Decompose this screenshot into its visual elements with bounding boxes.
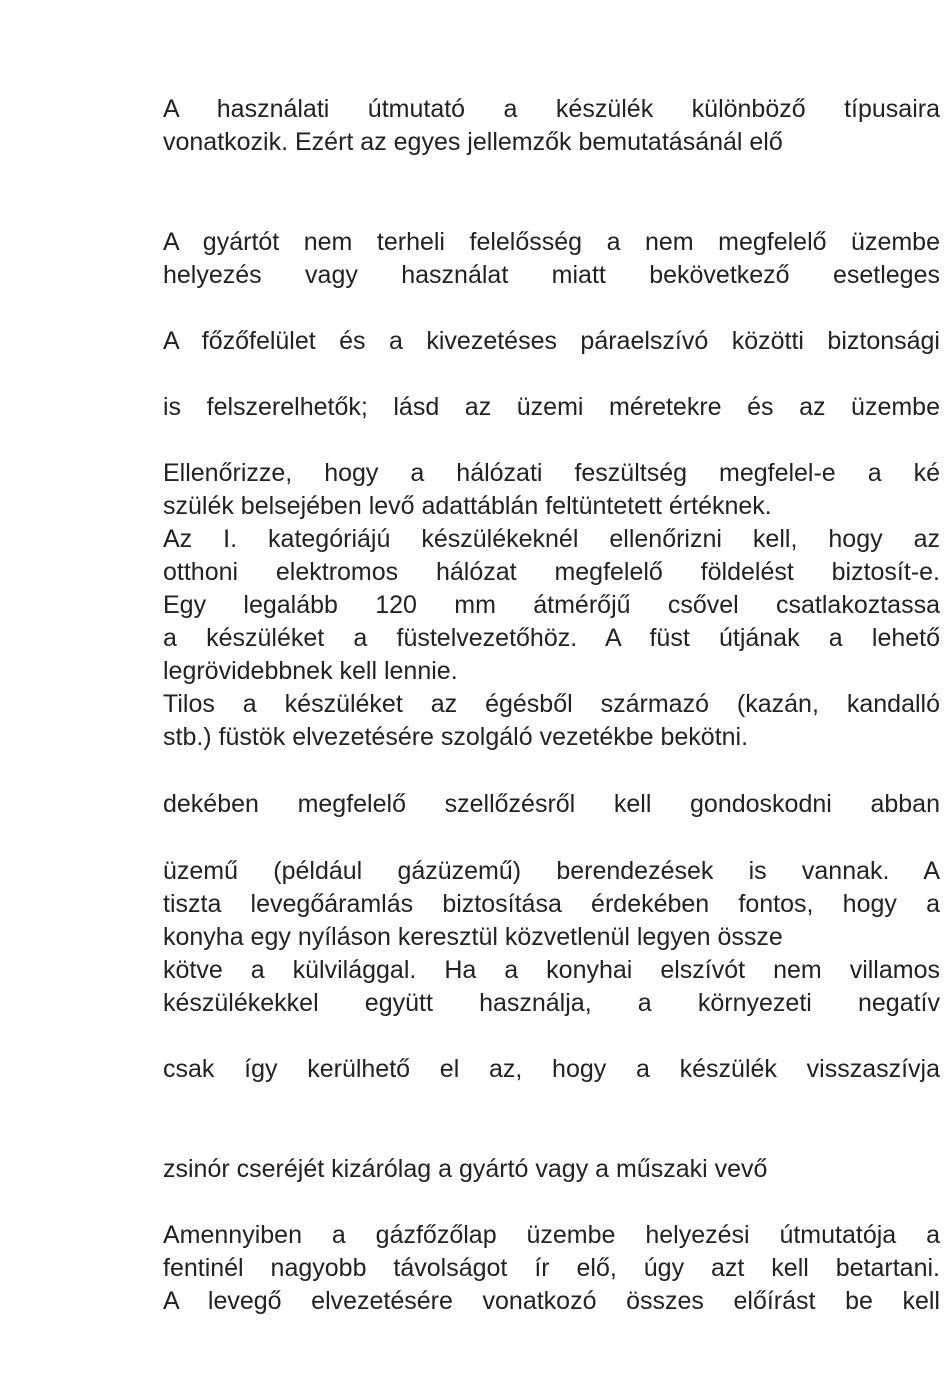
text-line: A főzőfelület és a kivezetéses páraelszívó közötti biztonsági — [163, 327, 940, 355]
text-line: a készüléket a füstelvezetőhöz. A füst útjának a lehető — [163, 624, 940, 652]
text-line: zsinór cseréjét kizárólag a gyártó vagy a műszaki vevő — [163, 1155, 768, 1183]
text-line: kötve a külvilággal. Ha a konyhai elszívót nem villamos — [163, 956, 940, 984]
text-line: A használati útmutató a készülék különböző típusaira — [163, 95, 940, 123]
text-line: Tilos a készüléket az égésből származó (kazán, kandalló — [163, 690, 940, 718]
text-line: Egy legalább 120 mm átmérőjű csővel csatlakoztassa — [163, 591, 940, 619]
text-line: szülék belsejében levő adattáblán feltüntetett értéknek. — [163, 492, 772, 520]
text-line: konyha egy nyíláson keresztül közvetlenül legyen össze — [163, 923, 783, 951]
text-line: Ellenőrizze, hogy a hálózati feszültség megfelel-e a ké — [163, 459, 940, 487]
text-line: vonatkozik. Ezért az egyes jellemzők bemutatásánál elő — [163, 128, 783, 156]
text-line: A levegő elvezetésére vonatkozó összes előírást be kell — [163, 1287, 940, 1315]
text-line: csak így kerülhető el az, hogy a készülék visszaszívja — [163, 1055, 940, 1083]
text-line: fentinél nagyobb távolságot ír elő, úgy azt kell betartani. — [163, 1254, 940, 1282]
text-line: stb.) füstök elvezetésére szolgáló vezetékbe bekötni. — [163, 723, 749, 751]
text-line: Az I. kategóriájú készülékeknél ellenőrizni kell, hogy az — [163, 525, 940, 553]
text-line: legrövidebbnek kell lennie. — [163, 657, 458, 685]
text-line: is felszerelhetők; lásd az üzemi méretekre és az üzembe — [163, 393, 940, 421]
text-line: helyezés vagy használat miatt bekövetkező esetleges — [163, 261, 940, 289]
text-line: készülékekkel együtt használja, a környezeti negatív — [163, 989, 940, 1017]
text-line: otthoni elektromos hálózat megfelelő földelést biztosít-e. — [163, 558, 940, 586]
text-line: dekében megfelelő szellőzésről kell gondoskodni abban — [163, 790, 940, 818]
text-line: A gyártót nem terheli felelősség a nem megfelelő üzembe — [163, 228, 940, 256]
text-line: üzemű (például gázüzemű) berendezések is vannak. A — [163, 857, 940, 885]
text-line: tiszta levegőáramlás biztosítása érdekében fontos, hogy a — [163, 890, 940, 918]
text-line: Amennyiben a gázfőzőlap üzembe helyezési útmutatója a — [163, 1221, 940, 1249]
